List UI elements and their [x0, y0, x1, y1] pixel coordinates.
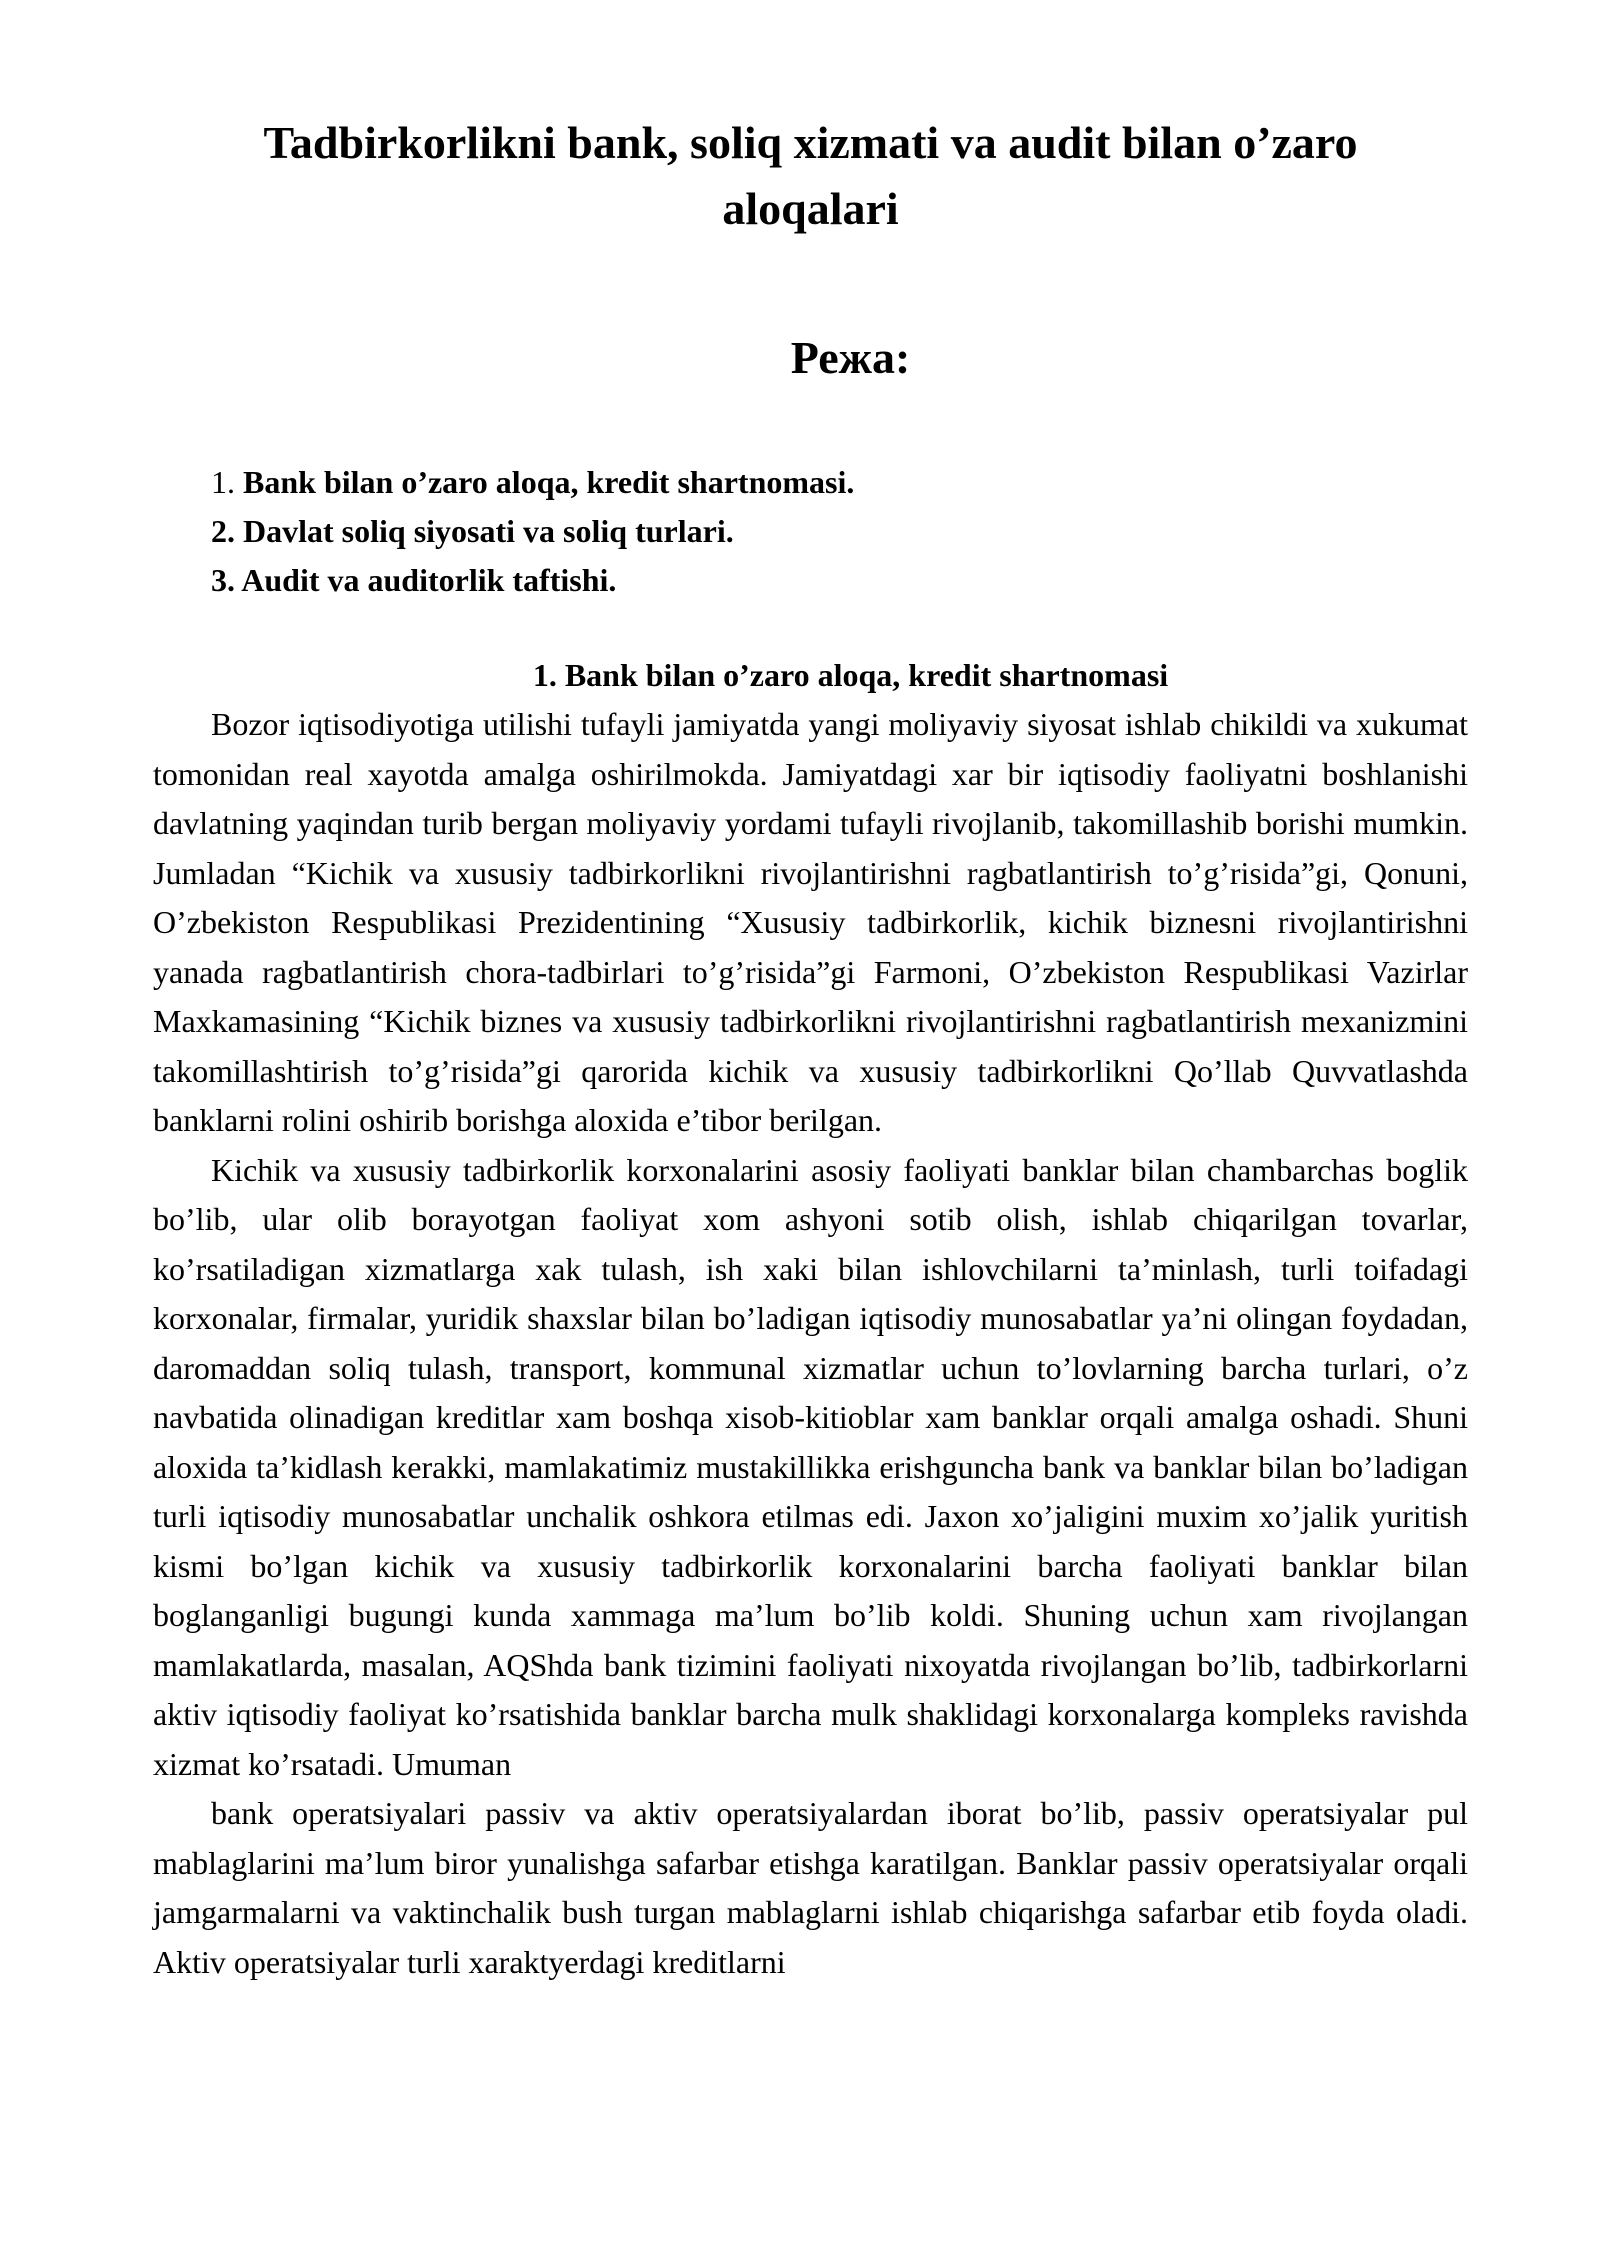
body-paragraph: bank operatsiyalari passiv va aktiv operatsiyalardan iborat bo’lib, passiv operatsiyalar pul mablaglarini ma’lum biror yunalishga safarbar etishga karatilgan. Banklar passiv operatsiyalar orqali jamgarmalarni va vaktinchalik bush turgan mablaglarni ishlab chiqarishga safarbar etib foyda oladi. Aktiv operatsiyalar turli xaraktyerdagi kreditlarni	[153, 1795, 1468, 1980]
plan-item-number: 3.	[211, 562, 235, 598]
plan-item-number: 1.	[211, 464, 235, 500]
body-paragraph: Kichik va xususiy tadbirkorlik korxonalarini asosiy faoliyati banklar bilan chambarchas boglik bo’lib, ular olib borayotgan faoliyat xom ashyoni sotib olish, ishlab chiqarilgan tovarlar, ko’rsatiladigan xizmatlarga xak tulash, ish xaki bilan ishlovchilarni ta’minlash, turli toifadagi korxonalar, firmalar, yuridik shaxslar bilan bo’ladigan iqtisodiy munosabatlar ya’ni olingan foydadan, daromaddan soliq tulash, transport, kommunal xizmatlar uchun to’lovlarning barcha turlari, o’z navbatida olinadigan kreditlar xam boshqa xisob-kitioblar xam banklar orqali amalga oshadi. Shuni aloxida ta’kidlash kerakki, mamlakatimiz mustakillikka erishguncha bank va banklar bilan bo’ladigan turli iqtisodiy munosabatlar unchalik oshkora etilmas edi. Jaxon xo’jaligini muxim xo’jalik yuritish kismi bo’lgan kichik va xususiy tadbirkorlik korxonalarini barcha faoliyati banklar bilan boglanganligi bugungi kunda xammaga ma’lum bo’lib koldi. Shuning uchun xam rivojlangan mamlakatlarda, masalan, AQShda bank tizimini faoliyati nixoyatda rivojlangan bo’lib, tadbirkorlarni aktiv iqtisodiy faoliyat ko’rsatishida banklar barcha mulk shaklidagi korxonalarga kompleks ravishda xizmat ko’rsatadi. Umuman	[153, 1151, 1468, 1782]
plan-item-number: 2.	[211, 513, 235, 549]
document-title: Tadbirkorlikni bank, soliq xizmati va audit bilan o’zaro aloqalari	[263, 117, 1358, 234]
plan-item-text: Bank bilan o’zaro aloqa, kredit shartnomasi.	[235, 464, 855, 500]
plan-item	[211, 507, 1468, 556]
body-paragraph: Bozor iqtisodiyotiga utilishi tufayli jamiyatda yangi moliyaviy siyosat ishlab chikildi va xukumat tomonidan real xayotda amalga oshirilmokda. Jamiyatdagi xar bir iqtisodiy faoliyatni boshlanishi davlatning yaqindan turib bergan moliyaviy yordami tufayli rivojlanib, takomillashib borishi mumkin. Jumladan “Kichik va xususiy tadbirkorlikni rivojlantirishni ragbatlantirish to’g’risida”gi, Qonuni, O’zbekiston Respublikasi Prezidentining “Xususiy tadbirkorlik, kichik biznesni rivojlantirishni yanada ragbatlantirish chora-tadbirlari to’g’risida”gi Farmoni, O’zbekiston Respublikasi Vazirlar Maxkamasining “Kichik biznes va xususiy tadbirkorlikni rivojlantirishni ragbatlantirish mexanizmini takomillashtirish to’g’risida”gi qarorida kichik va xususiy tadbirkorlikni Qo’llab Quvvatlashda banklarni rolini oshirib borishga aloxida e’tibor berilgan.	[153, 706, 1468, 1138]
plan-item-text: Audit va auditorlik taftishi.	[235, 562, 617, 598]
plan-item	[211, 556, 1468, 605]
plan-list	[153, 458, 1468, 605]
plan-item	[211, 458, 1468, 507]
plan-item-text: Davlat soliq siyosati va soliq turlari.	[235, 513, 734, 549]
section-heading: 1. Bank bilan o’zaro aloqa, kredit shartnomasi	[532, 657, 1169, 693]
plan-heading: Режа:	[790, 332, 911, 383]
